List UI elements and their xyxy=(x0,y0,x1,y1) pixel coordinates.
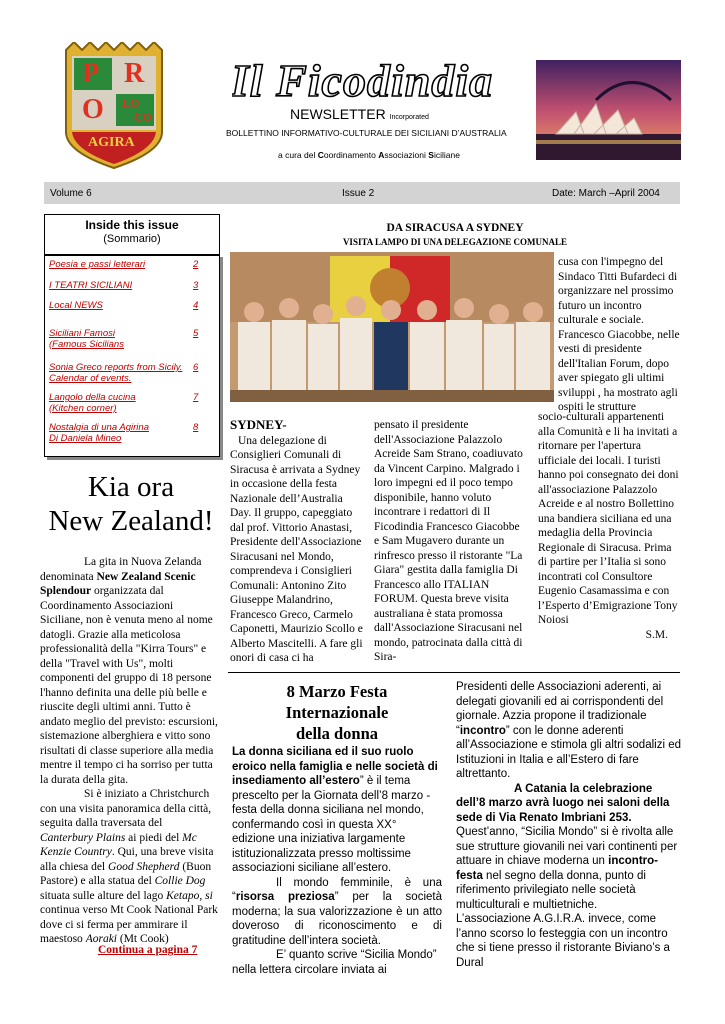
toc-label: I TEATRI SICILIANI xyxy=(49,280,133,291)
sydney-dateline: SYDNEY- xyxy=(230,417,287,432)
nz-italic: Mc Kenzie Country xyxy=(40,831,197,858)
march-bold: incontro xyxy=(459,724,506,737)
curated-c: C xyxy=(317,150,324,160)
march-text: nel segno della donna, punto di riferimento privilegiato nelle società multiculturali e multietniche. xyxy=(456,869,646,911)
march-right-p2: A Catania la celebrazione dell’8 marzo avrà luogo nei saloni della sede di Via Renato Imbriani 253. xyxy=(456,782,670,824)
toc-item-siciliani-famosi[interactable] xyxy=(49,328,124,350)
toc-list xyxy=(44,254,220,457)
masthead-title xyxy=(232,50,492,112)
volume-label: Volume 6 xyxy=(50,188,92,199)
logo-letter-p: P xyxy=(82,58,100,89)
march-column-1 xyxy=(232,745,442,977)
delegation-photo xyxy=(230,252,554,402)
march-bold: risorsa preziosa xyxy=(235,891,335,903)
siracusa-column-3 xyxy=(538,410,680,642)
nz-text: (Mt Cook) xyxy=(117,933,169,945)
kia-line1: Kia ora xyxy=(87,471,175,503)
march-right-p1 xyxy=(456,680,682,782)
curated-by xyxy=(278,150,460,160)
march-text: ” è il tema prescelto per la Giornata dell’8 marzo - festa della donna siciliana nel mondo, confermando così in questa XX° edizione una iniziativa largamente istituzionalizzata presso moltissime associazioni siciliane all’estero. xyxy=(232,775,431,874)
inside-subtitle: (Sommario) xyxy=(103,233,161,245)
march-title-2: Internazionale xyxy=(285,703,389,722)
toc-item-teatri[interactable] xyxy=(49,280,132,291)
toc-item-local-news[interactable] xyxy=(49,300,103,311)
nz-text: situata sulle alture del lago xyxy=(40,889,167,902)
march-text: Il mondo femminile, è una “ xyxy=(232,876,442,903)
nz-italic: Aoraki xyxy=(85,933,117,945)
siracusa-subtitle: VISITA LAMPO DI UNA DELEGAZIONE COMUNALE xyxy=(342,237,568,247)
march-lead-paragraph xyxy=(232,745,442,876)
siracusa-column-1 xyxy=(230,418,364,666)
bulletin-subtitle: BOLLETTINO INFORMATIVO-CULTURALE DEI SICILIANI D’AUSTRALIA xyxy=(226,128,507,138)
nz-text: La gita in Nuova Zelanda denominata xyxy=(40,556,202,583)
toc-label: Poesia e passi letterari xyxy=(49,259,146,270)
toc-page[interactable]: 3 xyxy=(193,280,199,291)
nz-italic: Canterbury Plains xyxy=(40,831,126,844)
newsletter-text: NEWSLETTER xyxy=(290,106,386,122)
toc-page[interactable]: 8 xyxy=(193,422,199,433)
march-bold: incontro-festa xyxy=(456,855,658,882)
siracusa-text-1: Una delegazione di Consiglieri Comunali di Siracusa è arrivata a Sydney in occasione della festa Nazionale dell’Australia Day. Il gruppo, capeggiato dal prof. Vittorio Anastasi, Presidente dell'Associazione Siracusani nel Mondo, comprendeva i Consiglieri Comunali: Antonino Zito Giuseppe Malandrino, Francesco Greco, Carmelo Caponetti, Maurizio Scollo e Alberto Mascitelli. A fare gli onori di casa ci ha xyxy=(230,434,363,664)
toc-page[interactable]: 5 xyxy=(193,328,199,339)
toc-page[interactable]: 7 xyxy=(193,392,199,403)
logo-letter-o: O xyxy=(82,94,104,125)
nz-italic: Collie Dog xyxy=(154,875,206,887)
march-title-3: della donna xyxy=(295,724,379,743)
curated-prefix: a cura del xyxy=(278,150,318,160)
inside-title: Inside this issue xyxy=(85,218,179,232)
nz-paragraph-2 xyxy=(40,787,218,947)
toc-label-2: Di Daniela Mineo xyxy=(49,433,122,444)
toc-label-2: (Famous Sicilians xyxy=(49,339,124,350)
march-paragraph-3: E’ quanto scrive “Sicilia Mondo” nella lettera circolare inviata ai xyxy=(232,949,437,976)
toc-label: Langolo della cucina xyxy=(49,392,136,403)
toc-label: Nostalgia di una Agirina xyxy=(49,422,149,433)
toc-item-nostalgia[interactable] xyxy=(49,422,149,444)
logo-letter-r: R xyxy=(124,58,145,89)
logo-lo: LO xyxy=(122,96,140,110)
march-text: Quest’anno, “Sicilia Mondo” si è rivolta alle sue strutture giovanili nei vari continenti per attuare in chiave moderna un xyxy=(456,826,678,867)
kia-ora-headline xyxy=(44,470,218,538)
incorporated-text: Incorporated xyxy=(389,114,429,121)
nz-text: Si è iniziato a Christchurch con una visita panoramica della città, seguita dalla traversata del xyxy=(40,788,212,829)
siracusa-text-3: socio-culturali appartenenti alla Comunità e li ha invitati a ritornare per l'apertura ufficiale dei locali. I turisti hanno poi consegnato dei doni all'associazione Palazzolo Acreide e al nostro Bollettino una bandiera siciliana ed una medaglia della Provincia Regionale di Siracusa. Prima di partire per l’Italia si sono incontrati col Consultore Eugenio Casamassima e con l’Esperto d’Emigrazione Tony Noiosi xyxy=(538,411,679,626)
siracusa-column-2: pensato il presidente dell'Associazione Palazzolo Acreide Sam Strano, coadiuvato da Vincent Carpino. Malgrado i loro impegni ed il poco tempo disponibile, hanno voluto incontrare i redattori di Il Ficodindia Francesco Giacobbe e Sam Mugavero durante un rinfresco presso il ristorante "La Giara" gestita dalla famiglia Di Francesco allo ITALIAN FORUM. Questa breve visita australiana è stata promossa dall'Associazione Siracusani nel mondo, patrocinata dalla città di Sira- xyxy=(374,419,523,663)
nz-text: continua verso Mt Cook National Park dove ci si ferma per ammirare il maestoso xyxy=(40,904,218,945)
curated-1: oordinamento xyxy=(323,150,379,160)
curated-a: A xyxy=(378,150,385,160)
issue-label: Issue 2 xyxy=(342,188,375,199)
newsletter-label xyxy=(290,106,429,122)
toc-item-cucina[interactable] xyxy=(49,392,136,414)
toc-page[interactable]: 2 xyxy=(193,259,199,270)
march-lead: La donna siciliana ed il suo ruolo eroico nella famiglia e nelle società di insediamento all’estero xyxy=(232,746,438,787)
march-text: ” con le donne aderenti all’Associazione e stimola gli altri sodalizi ed Istituzioni in Italia e all’Estero di fare altrettanto. xyxy=(456,724,681,780)
march-right-p4: L’associazione A.G.I.R.A. invece, come l’anno scorso lo festeggia con un incontro che si tiene presso il ristorante Biviano’s a Dural xyxy=(456,913,670,969)
issue-bar xyxy=(44,182,680,206)
curated-s: S xyxy=(428,150,434,160)
date-label: Date: March –April 2004 xyxy=(552,188,660,199)
continua-link[interactable]: Continua a pagina 7 xyxy=(98,944,198,956)
toc-item-poesia[interactable] xyxy=(49,259,145,270)
nz-text: . Qui, una breve visita alla chiesa del xyxy=(40,846,214,873)
inside-header xyxy=(44,214,220,255)
toc-label: Siciliani Famosi xyxy=(49,328,115,339)
toc-label: Sonia Greco reports from Sicily. xyxy=(49,362,183,373)
logo-co: CO xyxy=(134,110,152,124)
march-text: ” per la società moderna; la sua valorizzazione è un atto doveroso di riconoscimento e di gratitudine dell’intera società. xyxy=(232,891,442,947)
march-title-1: 8 Marzo Festa xyxy=(286,682,388,701)
curated-2: ssociazioni xyxy=(384,150,429,160)
siracusa-title: DA SIRACUSA A SYDNEY xyxy=(386,222,524,234)
author-initials: S.M. xyxy=(645,628,668,641)
toc-page[interactable]: 6 xyxy=(193,362,199,373)
march-paragraph-2 xyxy=(232,876,442,949)
nz-text: organizzata dal Coordinamento Associazioni Siciliane, non è venuta meno al nome datogli. Grazie alla meticolosa professionalità della "Kirra Tours" e della "Travel with Us", molti componenti del gruppo di 18 persone l'hanno definita una delle più belle e riuscite degli ultimi anni. Tutto è andato meglio del previsto: escursioni, sistemazione alberghiera e vitto sono risultati di classe superiore alla media mentre il tempo ci ha sorriso per tutta la durata della gita. xyxy=(40,585,218,786)
siracusa-column-3-top: cusa con l'impegno del Sindaco Titti Bufardeci di organizzare nel prossimo futuro un incontro culturale e sociale. Francesco Giacobbe, nelle vesti di presidente dell'Italian Forum, dopo aver spiegato gli ultimi sviluppi , ha mostrato agli ospiti le strutture xyxy=(558,256,680,413)
toc-label-2: Calendar of events. xyxy=(49,373,132,384)
opera-house-photo xyxy=(536,60,681,160)
kia-line2: New Zealand! xyxy=(48,505,214,537)
march-column-2 xyxy=(456,680,682,970)
section-divider xyxy=(228,672,680,673)
march-headline xyxy=(232,681,442,744)
pro-loco-logo xyxy=(64,42,164,170)
nz-italic: Ketapo, si xyxy=(166,889,213,902)
toc-label-2: (Kitchen corner) xyxy=(49,403,117,414)
masthead-text: Il Ficodindia xyxy=(232,55,492,106)
nz-bold: New Zealand Scenic Splendour xyxy=(40,570,196,597)
nz-italic: Good Shepherd xyxy=(108,860,180,873)
nz-text: (Buon Pastore) e alla statua del xyxy=(40,860,212,887)
march-text: Presidenti delle Associazioni aderenti, ai delegati giovanili ed ai corrispondenti del giornale. Azzia propone il tradizionale “ xyxy=(456,681,664,737)
toc-label: Local NEWS xyxy=(49,300,103,311)
nz-text: ai piedi del xyxy=(125,831,183,844)
toc-page[interactable]: 4 xyxy=(193,300,199,311)
nz-paragraph-1 xyxy=(40,555,218,787)
logo-agira: AGIRA xyxy=(88,135,135,150)
curated-3: iciliane xyxy=(433,150,460,160)
toc-item-sonia-greco[interactable] xyxy=(49,362,182,384)
march-right-p3 xyxy=(456,825,682,912)
nz-article xyxy=(40,555,218,947)
